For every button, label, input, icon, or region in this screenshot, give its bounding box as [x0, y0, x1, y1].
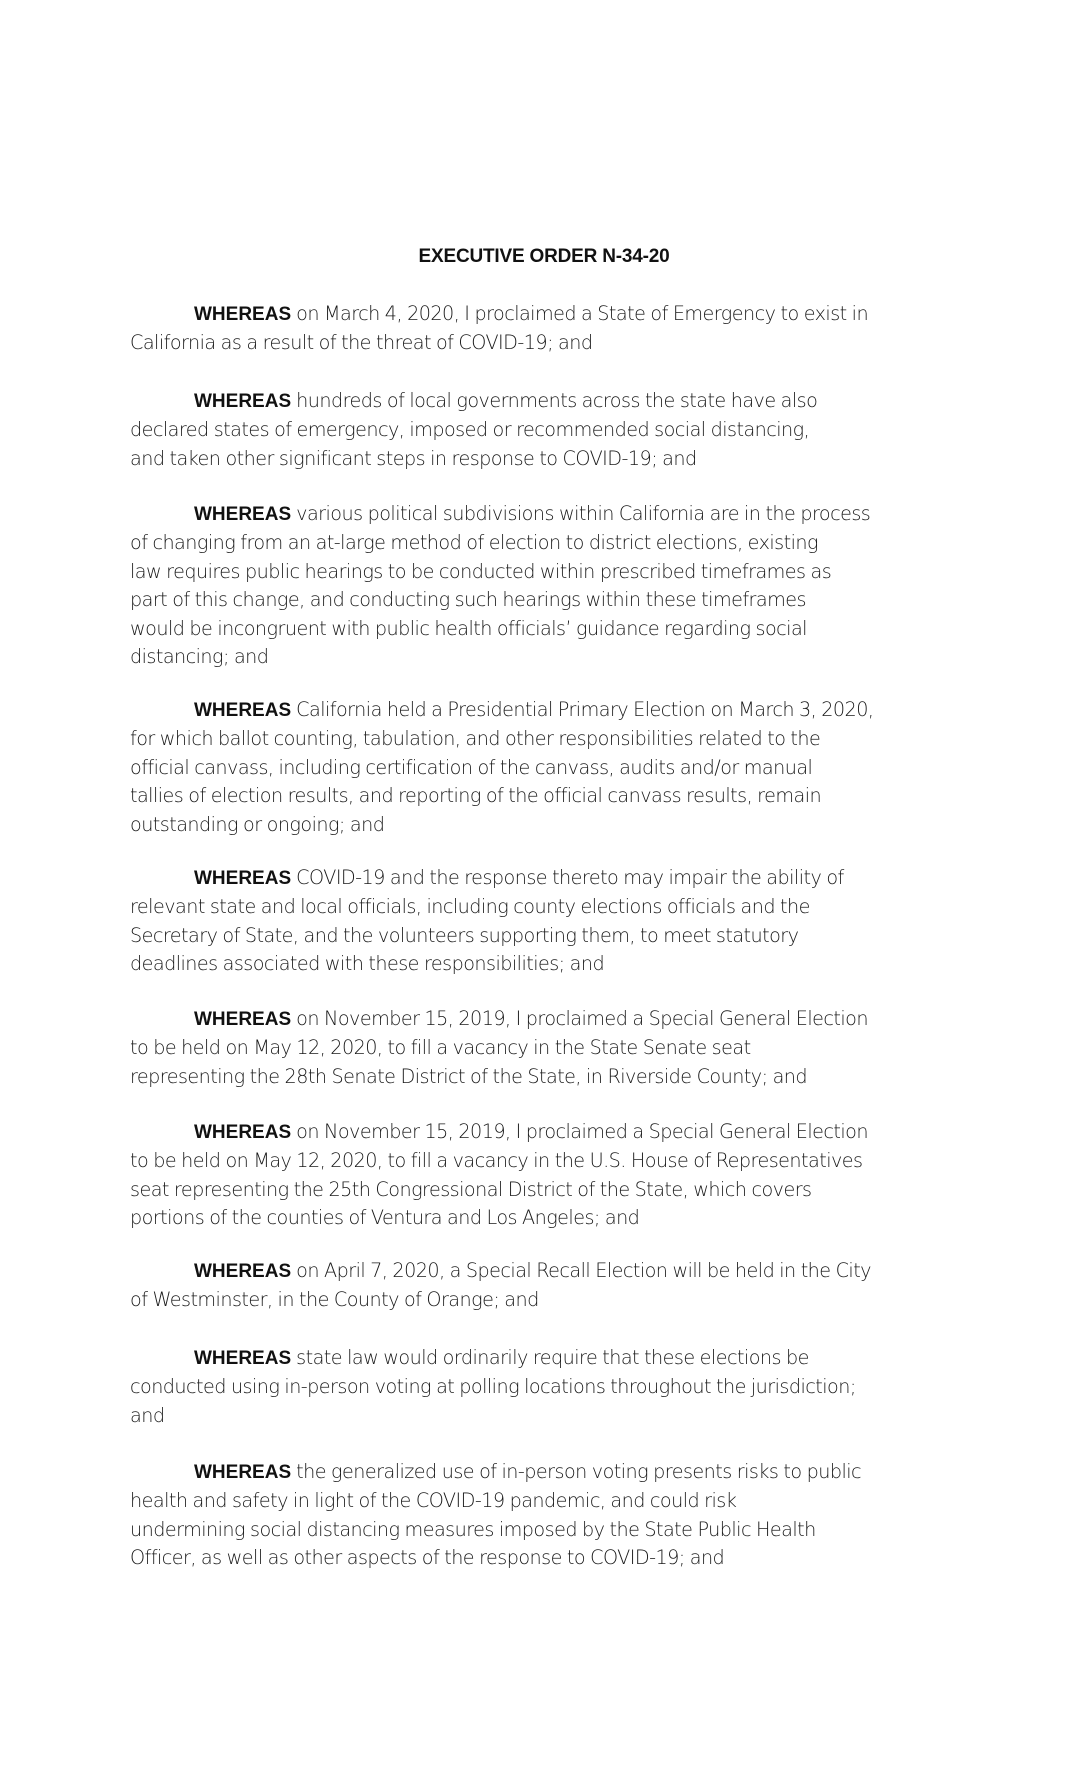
paragraph-line: and taken other significant steps in response to COVID-19; and	[130, 446, 697, 470]
paragraph-line: deadlines associated with these responsibilities; and	[130, 952, 605, 976]
whereas-paragraph	[130, 1344, 990, 1430]
paragraph-line: health and safety in light of the COVID-19 pandemic, and could risk	[130, 1489, 737, 1513]
paragraph-line: portions of the counties of Ventura and Los Angeles; and	[130, 1206, 640, 1230]
paragraph-line: for which ballot counting, tabulation, and other responsibilities related to the	[130, 727, 821, 751]
paragraph-text: the generalized use of in-person voting presents risks to public	[291, 1460, 862, 1483]
paragraph-line: undermining social distancing measures imposed by the State Public Health	[130, 1517, 816, 1541]
document-title: EXECUTIVE ORDER N-34-20	[418, 246, 670, 267]
paragraph-line: of changing from an at-large method of election to district elections, existing	[130, 531, 818, 555]
paragraph-line	[130, 387, 990, 416]
paragraph-line	[130, 1005, 990, 1034]
whereas-paragraph	[130, 1005, 990, 1091]
whereas-paragraph	[130, 300, 990, 358]
paragraph-text: various political subdivisions within California are in the process	[291, 502, 871, 525]
paragraph-line: Secretary of State, and the volunteers supporting them, to meet statutory	[130, 923, 799, 947]
paragraph-line: would be incongruent with public health officials’ guidance regarding social	[130, 616, 807, 640]
paragraph-line: representing the 28th Senate District of the State, in Riverside County; and	[130, 1064, 808, 1088]
paragraph-line: Officer, as well as other aspects of the response to COVID-19; and	[130, 1546, 725, 1570]
whereas-paragraph	[130, 864, 990, 979]
paragraph-text: on March 4, 2020, I proclaimed a State of Emergency to exist in	[291, 302, 869, 325]
whereas-keyword: WHEREAS	[194, 1009, 292, 1030]
whereas-keyword: WHEREAS	[194, 504, 292, 525]
whereas-keyword: WHEREAS	[194, 1462, 292, 1483]
paragraph-line	[130, 1344, 990, 1373]
paragraph-line	[130, 696, 990, 725]
paragraph-text: on November 15, 2019, I proclaimed a Special General Election	[291, 1007, 868, 1030]
paragraph-text: state law would ordinarily require that these elections be	[291, 1346, 809, 1369]
whereas-keyword: WHEREAS	[194, 1122, 292, 1143]
whereas-paragraph	[130, 696, 990, 839]
paragraph-line: official canvass, including certification of the canvass, audits and/or manual	[130, 755, 813, 779]
whereas-paragraph	[130, 1257, 990, 1315]
paragraph-line: tallies of election results, and reporting of the official canvass results, remain	[130, 784, 822, 808]
paragraph-text: California held a Presidential Primary Election on March 3, 2020,	[291, 698, 874, 721]
whereas-keyword: WHEREAS	[194, 1348, 292, 1369]
paragraph-line: to be held on May 12, 2020, to fill a vacancy in the U.S. House of Representatives	[130, 1149, 863, 1173]
paragraph-line	[130, 1458, 990, 1487]
paragraph-line	[130, 300, 990, 329]
paragraph-text: hundreds of local governments across the state have also	[291, 389, 818, 412]
whereas-paragraph	[130, 500, 990, 671]
paragraph-text: on November 15, 2019, I proclaimed a Special General Election	[291, 1120, 868, 1143]
paragraph-line: distancing; and	[130, 645, 269, 669]
paragraph-line: outstanding or ongoing; and	[130, 812, 385, 836]
paragraph-line: part of this change, and conducting such hearings within these timeframes	[130, 588, 806, 612]
paragraph-line: law requires public hearings to be conducted within prescribed timeframes as	[130, 559, 832, 583]
whereas-paragraph	[130, 1118, 990, 1233]
whereas-keyword: WHEREAS	[194, 700, 292, 721]
paragraph-line: seat representing the 25th Congressional District of the State, which covers	[130, 1177, 812, 1201]
paragraph-line: relevant state and local officials, including county elections officials and the	[130, 895, 810, 919]
paragraph-line	[130, 864, 990, 893]
paragraph-line: declared states of emergency, imposed or recommended social distancing,	[130, 418, 810, 442]
paragraph-line: and	[130, 1403, 165, 1427]
whereas-keyword: WHEREAS	[194, 391, 292, 412]
whereas-paragraph	[130, 387, 990, 473]
whereas-paragraph	[130, 1458, 990, 1573]
paragraph-line	[130, 1118, 990, 1147]
paragraph-line	[130, 500, 990, 529]
paragraph-line: of Westminster, in the County of Orange; and	[130, 1288, 539, 1312]
whereas-keyword: WHEREAS	[194, 304, 292, 325]
whereas-keyword: WHEREAS	[194, 868, 292, 889]
whereas-keyword: WHEREAS	[194, 1261, 292, 1282]
paragraph-line	[130, 1257, 990, 1286]
paragraph-line: conducted using in-person voting at polling locations throughout the jurisdiction;	[130, 1375, 856, 1399]
paragraph-text: on April 7, 2020, a Special Recall Election will be held in the City	[291, 1259, 871, 1282]
paragraph-line: California as a result of the threat of COVID-19; and	[130, 331, 593, 355]
paragraph-text: COVID-19 and the response thereto may impair the ability of	[291, 866, 844, 889]
paragraph-line: to be held on May 12, 2020, to fill a vacancy in the State Senate seat	[130, 1036, 751, 1060]
